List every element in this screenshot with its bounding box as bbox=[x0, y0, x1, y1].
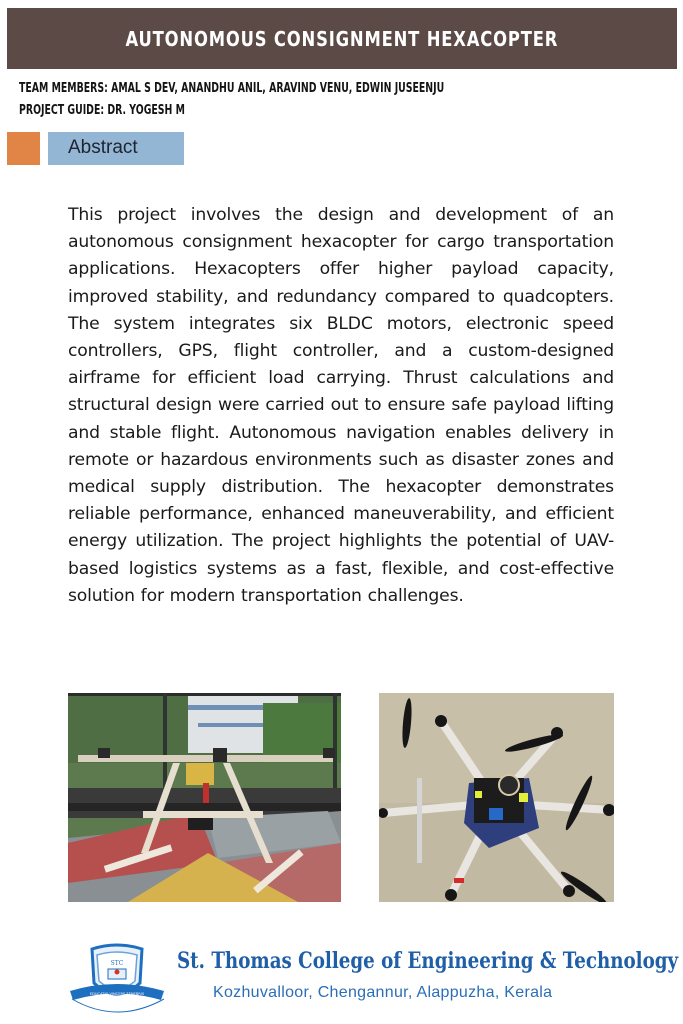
college-address: Kozhuvalloor, Chengannur, Alappuzha, Kerala bbox=[213, 984, 553, 1001]
hexacopter-side-image bbox=[68, 693, 341, 902]
section-heading: Abstract bbox=[68, 137, 138, 158]
college-crest-icon bbox=[64, 943, 170, 1017]
abstract-paragraph: This project involves the design and development of an autonomous consignment hexacopter for cargo transportation applications. Hexacopters offer higher payload capacity, improved stability, and redundancy compared to quadcopters. The system integrates six BLDC motors, electronic speed controllers, GPS, flight controller, and a custom-designed airframe for efficient load carrying. Thrust calculations and structural design were carried out to ensure safe payload lifting and stable flight. Autonomous navigation enables delivery in remote or hazardous environments such as disaster zones and medical supply distribution. The hexacopter demonstrates reliable performance, enhanced maneuverability, and efficient energy utilization. The project highlights the potential of UAV-based logistics systems as a fast, flexible, and cost-effective solution for modern transportation challenges. bbox=[68, 205, 614, 606]
crest-motto: EDUCATIO VINCERE TENEBRIS bbox=[89, 992, 145, 996]
team-members: TEAM MEMBERS: AMAL S DEV, ANANDHU ANIL, ARAVIND VENU, EDWIN JUSEENJU bbox=[19, 81, 445, 96]
photo-hexacopter-top bbox=[379, 693, 614, 902]
section-heading-box bbox=[48, 132, 184, 165]
photo-hexacopter-side bbox=[68, 693, 341, 902]
crest-initials: STC bbox=[110, 960, 124, 967]
poster-title: AUTONOMOUS CONSIGNMENT HEXACOPTER bbox=[125, 26, 559, 51]
college-name: St. Thomas College of Engineering & Technology bbox=[177, 948, 679, 974]
hexacopter-top-image bbox=[379, 693, 614, 902]
section-accent-square bbox=[7, 132, 40, 165]
title-banner bbox=[7, 8, 677, 69]
college-logo bbox=[64, 943, 170, 1017]
project-guide: PROJECT GUIDE: DR. YOGESH M bbox=[19, 103, 185, 118]
